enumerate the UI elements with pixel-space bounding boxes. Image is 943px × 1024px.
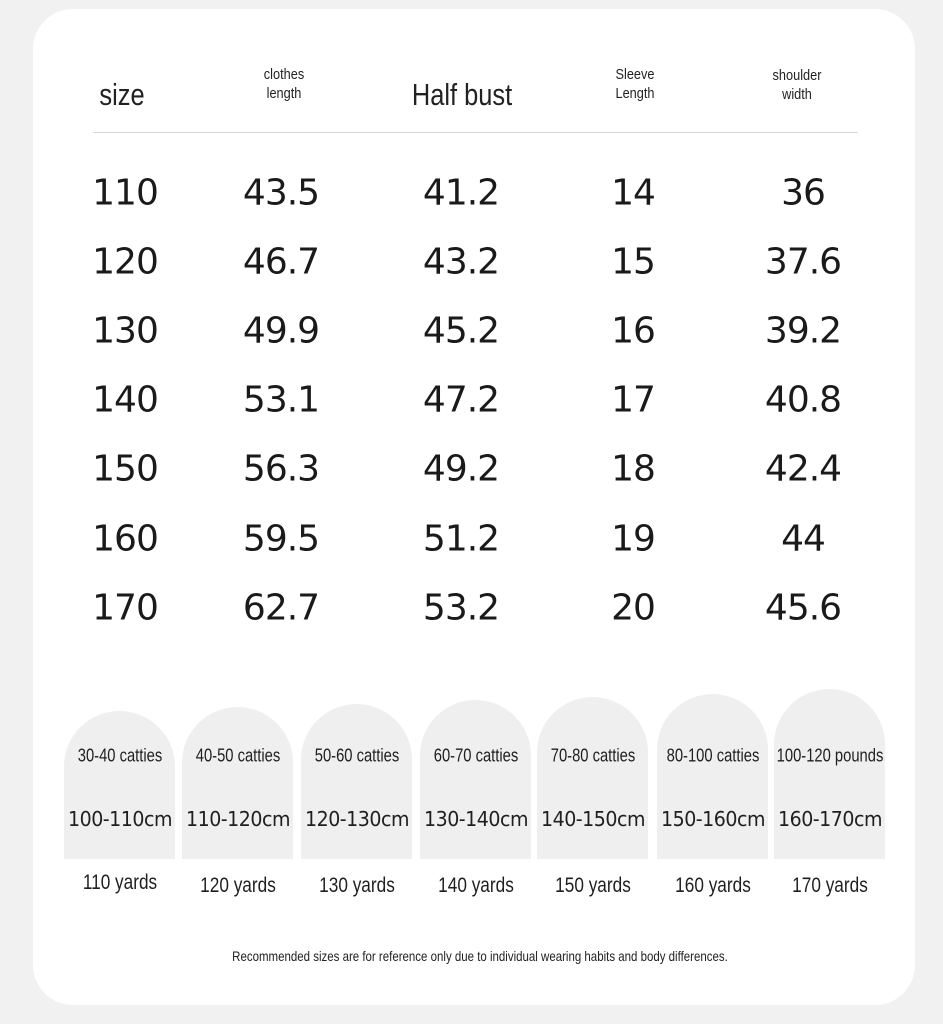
cell-size: 110 — [92, 172, 158, 214]
header-shoulder-width-line2: width — [782, 86, 812, 103]
recommendation-size: 110 yards — [82, 871, 158, 894]
cell-shoulder-width: 39.2 — [764, 310, 842, 352]
cell-half-bust: 45.2 — [422, 310, 500, 352]
cell-clothes-length: 46.7 — [242, 241, 320, 283]
cell-clothes-length: 43.5 — [242, 172, 320, 214]
cell-shoulder-width: 44 — [781, 518, 825, 560]
cell-shoulder-width: 37.6 — [764, 241, 842, 283]
recommendation-arch — [182, 707, 293, 859]
cell-clothes-length: 56.3 — [242, 448, 320, 490]
cell-sleeve-length: 16 — [611, 310, 655, 352]
cell-size: 170 — [92, 587, 158, 629]
recommendation-size: 170 yards — [792, 874, 868, 897]
size-chart-card — [33, 9, 915, 1005]
recommendation-height: 130-140cm — [423, 807, 528, 831]
cell-half-bust: 51.2 — [422, 518, 500, 560]
header-shoulder-width — [773, 66, 822, 104]
cell-shoulder-width: 45.6 — [764, 587, 842, 629]
header-sleeve-length-line1: Sleeve — [615, 66, 655, 83]
header-size: size — [99, 77, 145, 112]
cell-clothes-length: 53.1 — [242, 379, 320, 421]
cell-half-bust: 41.2 — [422, 172, 500, 214]
cell-sleeve-length: 18 — [611, 448, 655, 490]
recommendation-size: 130 yards — [319, 874, 395, 897]
recommendation-item — [301, 689, 412, 929]
cell-sleeve-length: 15 — [611, 241, 655, 283]
cell-clothes-length: 62.7 — [242, 587, 320, 629]
recommendation-item — [182, 689, 293, 929]
recommendation-size: 150 yards — [555, 874, 631, 897]
cell-sleeve-length: 20 — [611, 587, 655, 629]
recommendation-height: 150-160cm — [660, 807, 765, 831]
header-half-bust: Half bust — [411, 77, 513, 112]
header-shoulder-width-line1: shoulder — [772, 67, 822, 84]
recommendation-arch — [64, 711, 175, 859]
cell-shoulder-width: 36 — [781, 172, 825, 214]
cell-size: 140 — [92, 379, 158, 421]
header-sleeve-length-line2: Length — [615, 85, 655, 102]
cell-size: 120 — [92, 241, 158, 283]
cell-shoulder-width: 42.4 — [764, 448, 842, 490]
header-clothes-length-line2: length — [266, 85, 302, 102]
cell-sleeve-length: 17 — [611, 379, 655, 421]
cell-size: 130 — [92, 310, 158, 352]
recommendation-weight: 60-70 catties — [433, 745, 518, 766]
header-clothes-length — [264, 65, 304, 103]
recommendation-height: 100-110cm — [67, 807, 172, 831]
cell-shoulder-width: 40.8 — [764, 379, 842, 421]
header-divider — [93, 132, 858, 133]
recommendation-size: 120 yards — [200, 874, 276, 897]
recommendation-size: 160 yards — [675, 874, 751, 897]
recommendation-weight: 40-50 catties — [195, 745, 280, 766]
recommendation-item — [537, 689, 648, 929]
cell-size: 150 — [92, 448, 158, 490]
cell-clothes-length: 59.5 — [242, 518, 320, 560]
cell-half-bust: 43.2 — [422, 241, 500, 283]
disclaimer-note: Recommended sizes are for reference only due to individual wearing habits and body differences. — [232, 948, 728, 964]
recommendation-item — [774, 689, 885, 929]
recommendation-arch — [301, 704, 412, 859]
header-clothes-length-line1: clothes — [263, 66, 305, 83]
recommendation-arch — [774, 689, 885, 859]
cell-half-bust: 49.2 — [422, 448, 500, 490]
recommendation-height: 110-120cm — [185, 807, 290, 831]
recommendation-weight: 70-80 catties — [550, 745, 635, 766]
cell-half-bust: 53.2 — [422, 587, 500, 629]
recommendation-weight: 100-120 pounds — [776, 745, 883, 766]
recommendation-arch — [657, 694, 768, 859]
recommendation-height: 160-170cm — [777, 807, 882, 831]
cell-clothes-length: 49.9 — [242, 310, 320, 352]
recommendation-weight: 30-40 catties — [77, 745, 162, 766]
cell-sleeve-length: 19 — [611, 518, 655, 560]
recommendation-weight: 80-100 catties — [666, 745, 759, 766]
recommendation-size: 140 yards — [438, 874, 514, 897]
cell-size: 160 — [92, 518, 158, 560]
recommendation-item — [64, 689, 175, 929]
header-sleeve-length — [615, 65, 654, 103]
recommendation-height: 120-130cm — [304, 807, 409, 831]
cell-half-bust: 47.2 — [422, 379, 500, 421]
recommendation-height: 140-150cm — [540, 807, 645, 831]
recommendation-arch — [420, 700, 531, 859]
recommendation-item — [657, 689, 768, 929]
recommendation-arch — [537, 697, 648, 859]
cell-sleeve-length: 14 — [611, 172, 655, 214]
recommendation-row — [33, 689, 915, 929]
recommendation-weight: 50-60 catties — [314, 745, 399, 766]
recommendation-item — [420, 689, 531, 929]
